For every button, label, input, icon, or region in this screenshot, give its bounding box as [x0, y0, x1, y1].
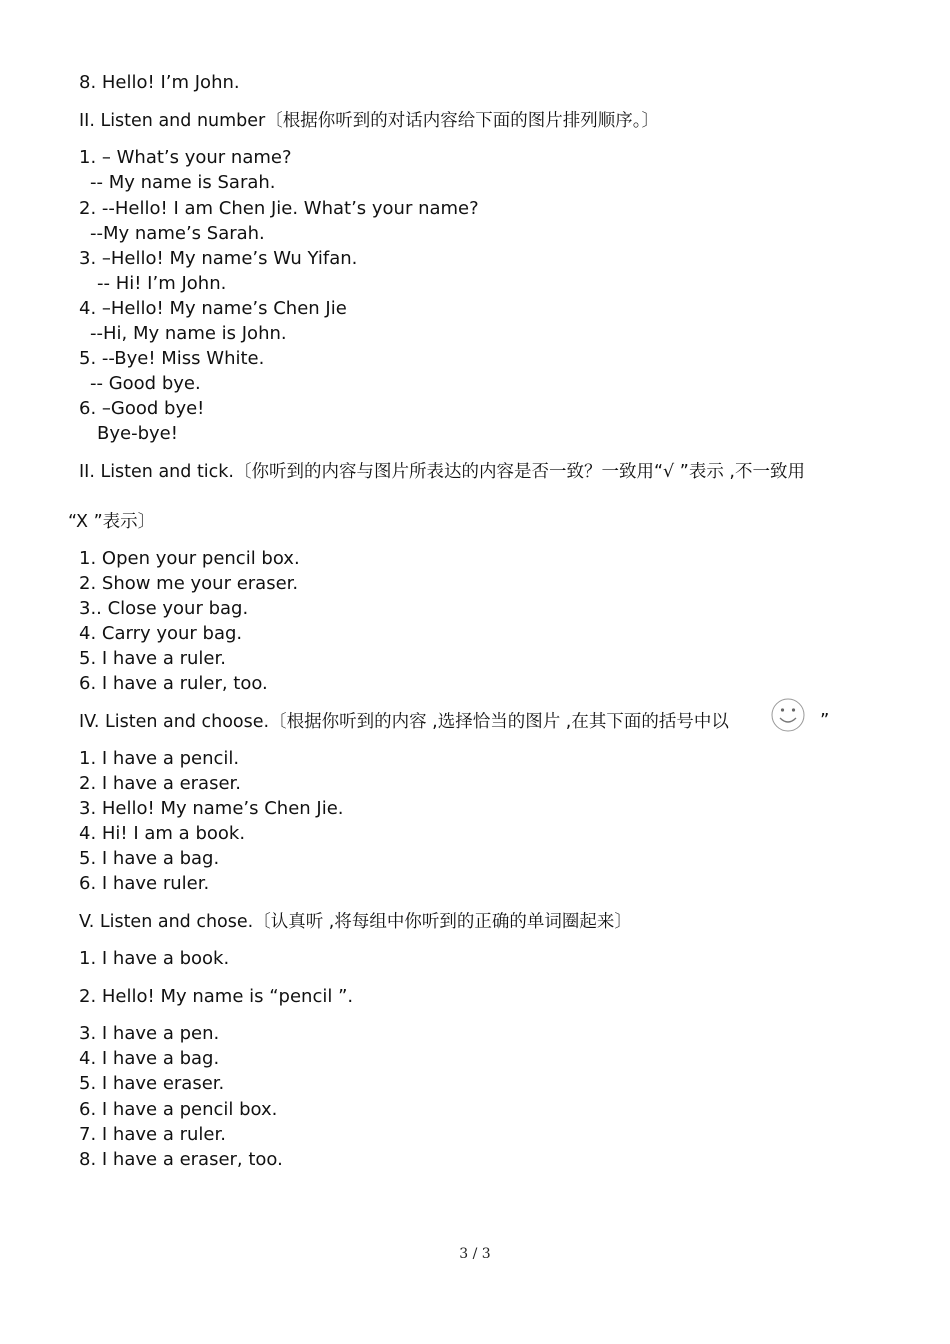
smiley-face-icon	[771, 697, 805, 733]
text-line: Bye-bye!	[97, 423, 178, 444]
text-line: 6. I have a pencil box.	[79, 1099, 278, 1120]
text-line: 1. I have a pencil.	[79, 748, 240, 769]
text-line: 1. – What’s your name?	[79, 147, 292, 168]
text-line: 2. --Hello! I am Chen Jie. What’s your name?	[79, 198, 479, 219]
section-heading: II. Listen and number〔根据你听到的对话内容给下面的图片排列顺序。〕	[79, 111, 659, 131]
text-line: 7. I have a ruler.	[79, 1124, 226, 1145]
text-line: -- My name is Sarah.	[90, 172, 276, 193]
closing-quote: ”	[820, 710, 830, 731]
text-line: 4. Hi! I am a book.	[79, 823, 246, 844]
text-line: 2. I have a eraser.	[79, 773, 241, 794]
text-line: 4. I have a bag.	[79, 1048, 220, 1069]
section-heading: II. Listen and tick.〔你听到的内容与图片所表达的内容是否一致？一致用“√ ”表示 ,不一致用	[79, 462, 805, 482]
text-line: 5. --Bye! Miss White.	[79, 348, 265, 369]
section-heading: IV. Listen and choose.〔根据你听到的内容 ,选择恰当的图片 ,在其下面的括号中以	[79, 712, 729, 732]
text-line: 3. –Hello! My name’s Wu Yifan.	[79, 248, 358, 269]
text-line: 1. I have a book.	[79, 948, 230, 969]
text-line: 4. –Hello! My name’s Chen Jie	[79, 298, 347, 319]
text-line: 1. Open your pencil box.	[79, 548, 300, 569]
text-line: 6. I have a ruler, too.	[79, 673, 268, 694]
text-line: 8. Hello! I’m John.	[79, 72, 240, 93]
section-heading-continued: “X ”表示〕	[68, 512, 156, 532]
text-line: -- Good bye.	[90, 373, 201, 394]
text-line: 4. Carry your bag.	[79, 623, 243, 644]
text-line: 2. Show me your eraser.	[79, 573, 299, 594]
text-line: --Hi, My name is John.	[90, 323, 287, 344]
text-line: -- Hi! I’m John.	[97, 273, 227, 294]
text-line: 3. I have a pen.	[79, 1023, 220, 1044]
text-line: --My name’s Sarah.	[90, 223, 265, 244]
text-line: 5. I have eraser.	[79, 1073, 225, 1094]
text-line: 5. I have a ruler.	[79, 648, 226, 669]
page-number: 3 / 3	[459, 1246, 491, 1262]
text-line: 6. I have ruler.	[79, 873, 210, 894]
text-line: 3. Hello! My name’s Chen Jie.	[79, 798, 344, 819]
text-line: 3.. Close your bag.	[79, 598, 249, 619]
text-line: 5. I have a bag.	[79, 848, 220, 869]
text-line: 8. I have a eraser, too.	[79, 1149, 283, 1170]
text-line: 6. –Good bye!	[79, 398, 205, 419]
section-heading: V. Listen and chose.〔认真听 ,将每组中你听到的正确的单词圈起来〕	[79, 912, 632, 932]
text-line: 2. Hello! My name is “pencil ”.	[79, 986, 354, 1007]
